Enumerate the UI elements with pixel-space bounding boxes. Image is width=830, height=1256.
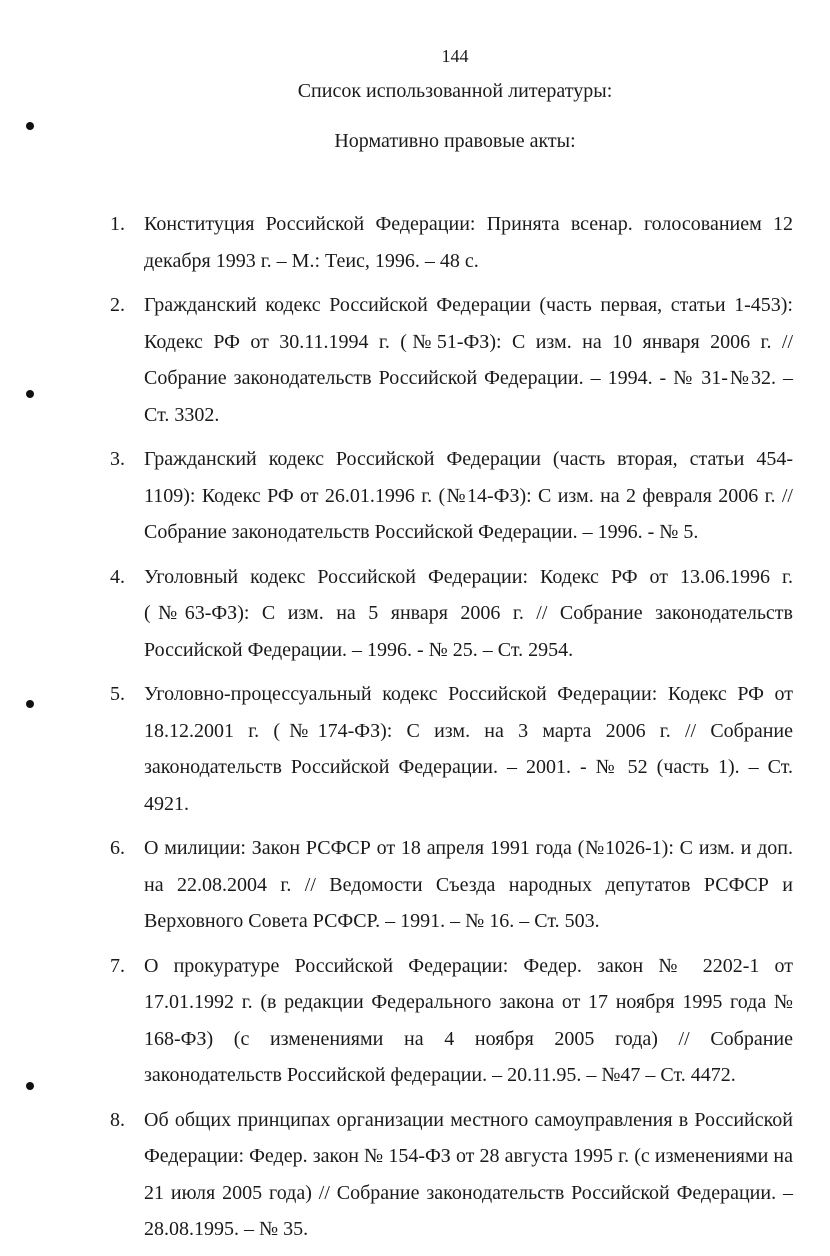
reference-number: 1. bbox=[110, 213, 125, 235]
reference-item bbox=[110, 287, 793, 433]
reference-text: Гражданский кодекс Российской Федерации (часть вторая, статьи 454-1109): Кодекс РФ от 26.01.1996 г. (№14-ФЗ): С изм. на 2 февраля 2006 г. // Собрание законодательств Российской Федерации. – 1996. - № 5. bbox=[144, 448, 793, 543]
binder-hole-mark bbox=[26, 390, 34, 398]
reference-number: 8. bbox=[110, 1108, 125, 1131]
section-subtitle: Нормативно правовые акты: bbox=[334, 130, 576, 152]
reference-item bbox=[110, 948, 793, 1094]
reference-text: Об общих принципах организации местного самоуправления в Российской Федерации: Федер. закон № 154-ФЗ от 28 августа 1995 г. (с изменениями на 21 июля 2005 года) // Собрание законодательств Российской Федерации. – 28.08.1995. – № 35. bbox=[144, 1108, 793, 1240]
page-number: 144 bbox=[441, 46, 469, 66]
binder-hole-mark bbox=[26, 1082, 34, 1090]
reference-item bbox=[110, 206, 793, 279]
reference-number: 4. bbox=[110, 565, 125, 588]
binder-hole-mark bbox=[26, 700, 34, 708]
reference-text: Конституция Российской Федерации: Принята всенар. голосованием 12 декабря 1993 г. – М.: Теис, 1996. – 48 с. bbox=[144, 213, 793, 272]
page-title: Список использованной литературы: bbox=[297, 80, 613, 102]
reference-item bbox=[110, 830, 793, 940]
reference-item bbox=[110, 676, 793, 822]
reference-number: 2. bbox=[110, 294, 125, 316]
reference-item bbox=[110, 441, 793, 551]
reference-text: Уголовный кодекс Российской Федерации: Кодекс РФ от 13.06.1996 г. (№63-ФЗ): С изм. на 5 января 2006 г. // Собрание законодательств Российской Федерации. – 1996. - № 25. – Ст. 2954. bbox=[144, 565, 793, 661]
reference-number: 3. bbox=[110, 448, 125, 470]
reference-number: 7. bbox=[110, 954, 125, 977]
reference-text: Гражданский кодекс Российской Федерации (часть первая, статьи 1-453): Кодекс РФ от 30.11.1994 г. (№51-ФЗ): С изм. на 10 января 2006 г. // Собрание законодательств Российской Федерации. – 1994. - № 31-№32. – Ст. 3302. bbox=[144, 294, 793, 426]
reference-text: О прокуратуре Российской Федерации: Федер. закон № 2202-1 от 17.01.1992 г. (в редакции Федерального закона от 17 ноября 1995 года № 168-ФЗ) (с изменениями на 4 ноября 2005 года) // Собрание законодательств Российской федерации. – 20.11.95. – №47 – Ст. 4472. bbox=[144, 954, 793, 1086]
reference-number: 6. bbox=[110, 837, 125, 859]
reference-item bbox=[110, 1102, 793, 1248]
binder-hole-mark bbox=[26, 122, 34, 130]
reference-item bbox=[110, 559, 793, 669]
reference-number: 5. bbox=[110, 683, 125, 705]
reference-text: О милиции: Закон РСФСР от 18 апреля 1991 года (№1026-1): С изм. и доп. на 22.08.2004 г. // Ведомости Съезда народных депутатов РСФСР и Верховного Совета РСФСР. – 1991. – № 16. – Ст. 503. bbox=[144, 837, 793, 932]
reference-text: Уголовно-процессуальный кодекс Российской Федерации: Кодекс РФ от 18.12.2001 г. (№174-ФЗ): С изм. на 3 марта 2006 г. // Собрание законодательств Российской Федерации. – 2001. - № 52 (часть 1). – Ст. 4921. bbox=[144, 683, 793, 815]
reference-list bbox=[110, 206, 793, 1256]
